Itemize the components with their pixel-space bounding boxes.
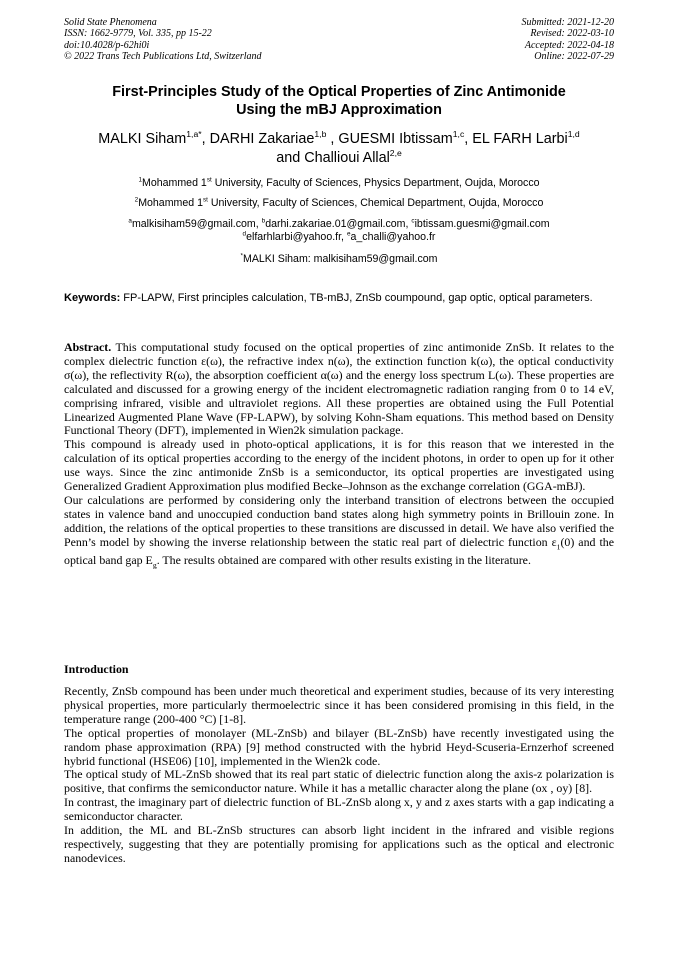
ordinal-suffix: st [206, 176, 212, 184]
ordinal-suffix: st [202, 196, 208, 204]
author-affiliation-mark: 1,b [314, 129, 327, 140]
intro-paragraph: In contrast, the imaginary part of dielectric function of BL-ZnSb along x, y and z axes starts with a gap indicating a semiconductor character. [64, 795, 614, 824]
subscript: g [152, 560, 157, 570]
author-name: EL FARH Larbi [472, 131, 568, 147]
intro-paragraph: In addition, the ML and BL-ZnSb structures can absorb light incident in the infrared and visible regions respectively, suggesting that they are potentially promising for applications such as the optical and electronic nanodevices. [64, 823, 614, 865]
author-list: MALKI Siham$^{1,a*}$, DARHI Zakariae$^{1,b}$ , GUESMI Ibtissam$^{1,c}$, EL FARH Larbi$^{1,d}$ and Challioui Allal$^{2,e}$ [98, 129, 580, 166]
email-mark: c [411, 217, 415, 225]
email-mark: a [128, 217, 132, 225]
paragraph-text: This computational study focused on the optical properties of zinc antimonide ZnSb. It relates to the complex dielectric function ε(ω), the refractive index n(ω), the extinction function k(ω), the optical conductivity σ(ω), the reflectivity R(ω), the absorption coefficient α(ω) and the energy loss spectrum L(ω). These properties are calculated and discussed for a growing energy of the incident electromagnetic radiation ranging from 0 to 14 eV, comprising infrared, visible and ultraviolet regions. All these properties are obtained using the Full Potential Linearized Augmented Plane Wave (FP-LAPW), by solving Kohn-Sham equations. This method based on Density Functional Theory (DFT), implemented in Wien2k simulation package. [64, 340, 614, 438]
affiliation-number: 2 [134, 196, 139, 204]
email-mark: b [261, 217, 266, 225]
email-address[interactable]: ibtissam.guesmi@gmail.com [414, 218, 550, 230]
email-address[interactable]: darhi.zakariae.01@gmail.com, [265, 218, 412, 230]
email-address[interactable]: malkisiham59@gmail.com, [131, 218, 262, 230]
abstract-paragraph: This compound is already used in photo-optical applications, it is for this reason that we interested in the calculation of its optical properties according to the energy of the incident photons, in order to open up for it other use ways. Since the zinc antimonide ZnSb is a semiconductor, its optical properties are investigated using Generalized Gradient Approximation plus modified Becke–Johnson as the exchange correlation (GGA-mBJ). [64, 437, 614, 494]
paper-title [64, 83, 614, 119]
subscript: 1 [556, 542, 561, 552]
paragraph-text: Our calculations are performed by considering only the interband transition of electrons between the occupied states in valence band and unoccupied conduction band states along high symmetry points in Brillouin zone. In addition, the relations of the optical properties to these transitions are discussed in detail. We have also verified the Penn’s model by showing the inverse relationship between the static real part of dielectric function ε [64, 492, 614, 549]
keywords-text: FP-LAPW, First principles calculation, TB-mBJ, ZnSb coumpound, gap optic, optical parameters. [120, 292, 593, 304]
corresponding-mark: * [240, 252, 244, 260]
affiliation-text: University, Faculty of Sciences, Physics Department, Oujda, Morocco [211, 177, 540, 189]
affiliation-2 [64, 197, 614, 210]
publication-dates [522, 17, 615, 62]
abstract-label: Abstract. [64, 340, 112, 354]
corresponding-email[interactable]: MALKI Siham: malkisiham59@gmail.com [243, 253, 438, 265]
affiliation-text: Mohammed 1 [138, 197, 203, 209]
online-date: Online: 2022-07-29 [534, 50, 614, 62]
author-affiliation-mark: 1,a* [186, 129, 202, 140]
email-mark: d [242, 230, 247, 238]
title-line-2: Using the mBJ Approximation [236, 102, 442, 118]
introduction-heading: Introduction [64, 662, 129, 676]
author-name: Challioui Allal [304, 149, 390, 166]
affiliation-1 [64, 177, 614, 190]
intro-paragraph: Recently, ZnSb compound has been under much theoretical and experiment studies, because of its very interesting physical properties, more particularly thermoelectric since it has been considered promising in this field, in the temperature range (200-400 °C) [1-8]. [64, 684, 614, 726]
author-name: GUESMI Ibtissam [338, 131, 453, 147]
journal-info [64, 17, 262, 62]
author-affiliation-mark: 1,d [567, 129, 580, 140]
abstract-paragraph [64, 341, 614, 438]
email-mark: e [346, 230, 351, 238]
author-emails [64, 218, 614, 244]
author-affiliation-mark: 1,c [452, 129, 465, 140]
author-affiliation-mark: 2,e [389, 147, 402, 158]
copyright: © 2022 Trans Tech Publications Ltd, Switzerland [64, 50, 262, 62]
accepted-date: Accepted: 2022-04-18 [524, 39, 614, 51]
email-address[interactable]: elfarhlarbi@yahoo.fr, [246, 231, 347, 243]
affiliation-text: University, Faculty of Sciences, Chemical Department, Oujda, Morocco [207, 197, 544, 209]
revised-date: Revised: 2022-03-10 [530, 28, 614, 40]
author-conjunction: and [276, 149, 305, 166]
keywords-label: Keywords: [64, 292, 121, 304]
corresponding-author [64, 253, 614, 266]
author-name: DARHI Zakariae [209, 131, 315, 147]
abstract-paragraph [64, 494, 614, 572]
email-address[interactable]: a_challi@yahoo.fr [350, 231, 436, 243]
introduction-body [64, 685, 614, 866]
keywords [64, 291, 614, 306]
journal-name: Solid State Phenomena [64, 17, 157, 28]
intro-paragraph: The optical study of ML-ZnSb showed that its real part static of dielectric function along the axis-z polarization is positive, that confirms the semiconductor nature. While it has a metallic character along the plane (ox , oy) [8]. [64, 767, 614, 796]
doi: doi:10.4028/p-62hi0i [64, 39, 150, 51]
author-name: MALKI Siham [98, 131, 187, 147]
intro-paragraph: The optical properties of monolayer (ML-ZnSb) and bilayer (BL-ZnSb) have recently investigated using the random phase approximation (RPA) [9] method constructed with the hybrid Heyd-Scuseria-Ernzerhof screened hybrid functional (HSE06) [10], implemented in the Wien2k code. [64, 725, 614, 768]
abstract [64, 341, 614, 572]
title-line-1: First-Principles Study of the Optical Properties of Zinc Antimonide [112, 84, 566, 100]
submitted-date: Submitted: 2021-12-20 [521, 17, 614, 28]
affiliation-text: Mohammed 1 [142, 177, 207, 189]
issn: ISSN: 1662-9779, Vol. 335, pp 15-22 [64, 28, 212, 40]
paragraph-text: . The results obtained are compared with other results existing in the literature. [156, 552, 531, 567]
affiliation-number: 1 [138, 176, 143, 184]
paragraph-text: (0) and the optical band gap E [64, 534, 614, 567]
